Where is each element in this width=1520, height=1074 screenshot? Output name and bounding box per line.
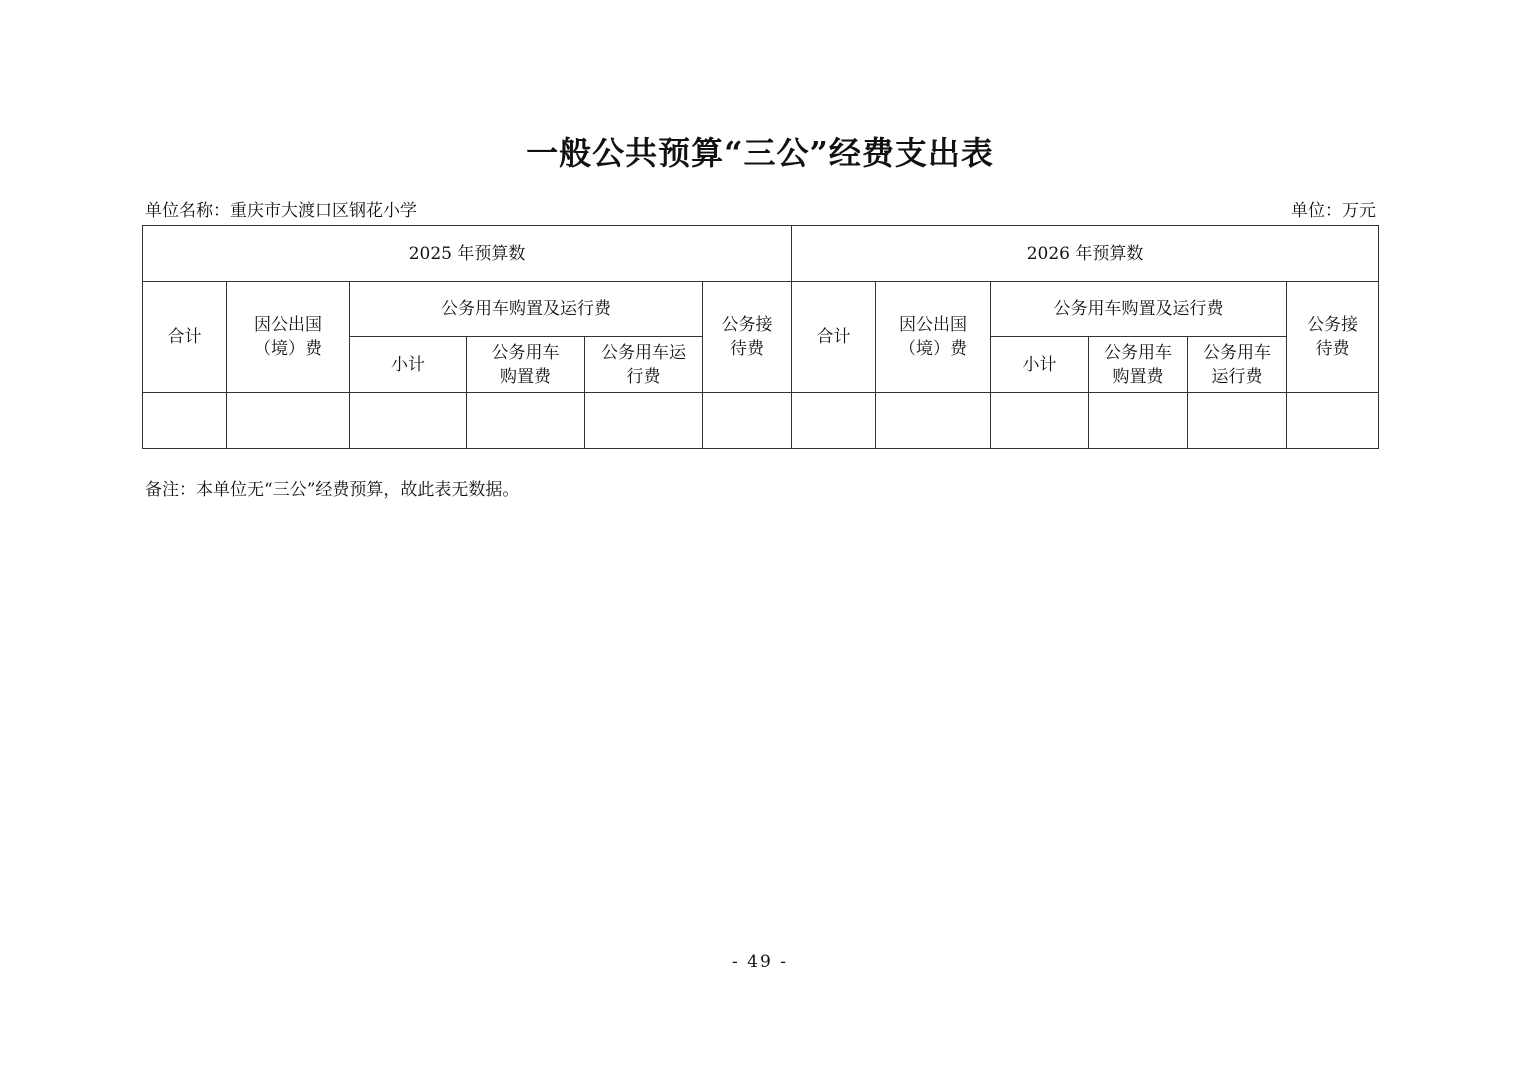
table-row	[143, 282, 1379, 337]
data-cell	[350, 393, 467, 449]
footnote: 备注：本单位无“三公”经费预算，故此表无数据。	[145, 480, 520, 500]
header-car-operation-2026: 公务用车运行费	[1188, 337, 1287, 393]
data-cell	[227, 393, 350, 449]
header-car-group-2026: 公务用车购置及运行费	[991, 282, 1287, 337]
header-car-group-2025: 公务用车购置及运行费	[350, 282, 703, 337]
header-2026: 2026 年预算数	[792, 226, 1379, 282]
header-abroad-2025: 因公出国（境）费	[227, 282, 350, 393]
header-car-operation-2025: 公务用车运行费	[585, 337, 703, 393]
header-reception-2025: 公务接待费	[703, 282, 792, 393]
header-total-2026: 合计	[792, 282, 876, 393]
unit-name: 单位名称：重庆市大渡口区钢花小学	[145, 201, 417, 221]
unit-label: 单位：万元	[1291, 201, 1376, 221]
data-cell	[1287, 393, 1379, 449]
table-row	[143, 226, 1379, 282]
table-row	[143, 393, 1379, 449]
page-number: - 49 -	[732, 952, 788, 972]
data-cell	[876, 393, 991, 449]
header-reception-2026: 公务接待费	[1287, 282, 1379, 393]
page-title: 一般公共预算“三公”经费支出表	[526, 134, 994, 172]
data-cell	[1089, 393, 1188, 449]
header-2025: 2025 年预算数	[143, 226, 792, 282]
data-cell	[1188, 393, 1287, 449]
data-cell	[991, 393, 1089, 449]
header-car-purchase-2026: 公务用车购置费	[1089, 337, 1188, 393]
data-cell	[585, 393, 703, 449]
budget-table	[142, 225, 1379, 449]
header-car-purchase-2025: 公务用车购置费	[467, 337, 585, 393]
header-total-2025: 合计	[143, 282, 227, 393]
data-cell	[467, 393, 585, 449]
data-cell	[703, 393, 792, 449]
header-abroad-2026: 因公出国（境）费	[876, 282, 991, 393]
data-cell	[143, 393, 227, 449]
header-subtotal-2026: 小计	[991, 337, 1089, 393]
header-subtotal-2025: 小计	[350, 337, 467, 393]
data-cell	[792, 393, 876, 449]
